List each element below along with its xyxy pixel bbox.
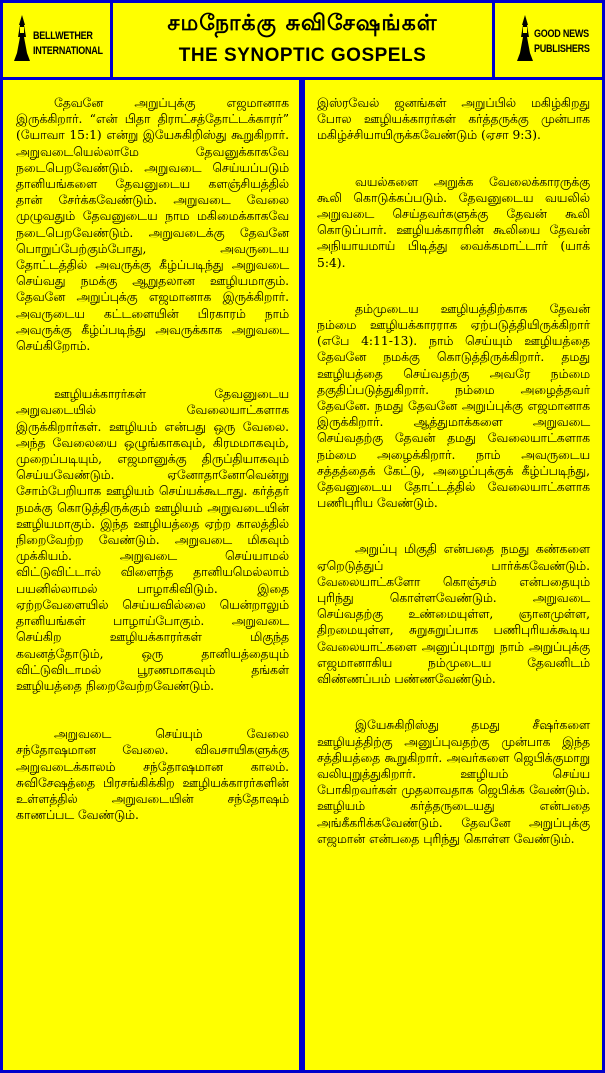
header (3, 3, 602, 80)
left-column (3, 80, 302, 1070)
logo-left-line1: BELLWETHER (33, 30, 93, 42)
right-column (302, 80, 602, 1070)
paragraph: தேவனே அறுப்புக்கு எஜமானாக இருக்கிறார். “என் பிதா திராட்சத்தோட்டக்காரர்” (யோவா 15:1) என்று இயேசுகிறிஸ்து கூறுகிறார். அறுவடையெல்லாமே தேவனுக்காகவே நடைபெறவேண்டும். அறுவடை செய்யப்படும் தானியங்களை தேவனுடைய களஞ்சியத்தில் தான் சேர்க்கவேண்டும். அறுவடை வேலை முழுவதும் தேவனுடைய நாம மகிமைக்காகவே நடைபெறவேண்டும். அறுவடைக்கு தேவனே பொறுப்பேற்கும்போது, அவருடைய தோட்டத்தில் அவருக்கு கீழ்ப்படிந்து அறுவடை செய்வது நமக்கு ஆறுதலான ஊழியமாகும். தேவனே அறுப்புக்கு எஜமானாக இருக்கிறார். அவருடைய கட்டளையின் பிரகாரம் நாம் அவருக்கு கீழ்ப்படிந்து அவருக்காக அறுவடை செய்கிறோம். (16, 96, 289, 354)
paragraph: அறுவடை செய்யும் வேலை சந்தோஷமான வேலை. விவசாயிகளுக்கு அறுவடைக்காலம் சந்தோஷமான காலம். சுவிசேஷத்தை பிரசங்கிக்கிற ஊழியக்காரர்களின் உள்ளத்தில் அறுவடையின் சந்தோஷம் காணப்பட வேண்டும். (16, 727, 289, 823)
logo-right-line2: PUBLISHERS (534, 43, 590, 55)
page-title-english: THE SYNOPTIC GOSPELS (178, 45, 427, 66)
paragraph: ஊழியக்காரர்கள் தேவனுடைய அறுவடையில் வேலையாட்களாக இருக்கிறார்கள். ஊழியம் என்பது ஒரு வேலை. அந்த வேலையை ஒழுங்காகவும், கிரமமாகவும், முறைப்படியும், எஜமானுக்கு திருப்தியாகவும் செய்யவேண்டும். ஏனோதானோவென்று சோம்பேறியாக ஊழியம் செய்யக்கூடாது. கர்த்தர் நமக்கு கொடுத்திருக்கும் ஊழியம் அறுவடையின் ஊழியமாகும். இந்த ஊழியத்தை ஏற்ற காலத்தில் நிறைவேற்ற வேண்டும். அறுவடை மிகவும் முக்கியம். அறுவடை செய்யாமல் விட்டுவிட்டால் விளைந்த தானியமெல்லாம் பயனில்லாமல் பாழாகிவிடும். இதை ஏற்றவேளையில் செய்யவில்லை யென்றாலும் தானியங்கள் பாழாய்போகும். அறுவடை செய்கிற ஊழியக்காரர்கள் மிகுந்த கவனத்தோடும், ஒரு தானியத்தையும் விட்டுவிடாமல் பூரணமாகவும் தங்கள் ஊழியத்தை நிறைவேற்றவேண்டும். (16, 387, 289, 693)
logo-left-line2: INTERNATIONAL (33, 45, 103, 57)
article-body (3, 80, 602, 1070)
bellwether-logo-text (33, 29, 103, 59)
bell-tower-icon (514, 13, 536, 63)
paragraph: அறுப்பு மிகுதி என்பதை நமது கண்களை ஏறெடுத்துப் பார்க்கவேண்டும். வேலையாட்களோ கொஞ்சம் என்பதையும் புரிந்து கொள்ளவேண்டும். அறுவடை செய்வதற்கு உண்மையுள்ள, ஞானமுள்ள, திறமையுள்ள, சுறுசுறுப்பாக பணிபுரியக்கூடிய வேலையாட்களை அனுப்புமாறு நாம் அறுப்புக்கு எஜமானாகிய நம்முடைய தேவனிடம் விண்ணப்பம் பண்ணவேண்டும். (317, 542, 590, 687)
paragraph: வயல்களை அறுக்க வேலைக்காரருக்கு கூலி கொடுக்கப்படும். தேவனுடைய வயலில் அறுவடை செய்தவர்களுக்கு தேவன் கூலி கொடுப்பார். ஊழியக்காரரின் கூலியை தேவன் அநியாயமாய் பிடித்து வைக்கமாட்டார் (யாக் 5:4). (317, 174, 590, 270)
good-news-logo (499, 3, 602, 77)
paragraph: தம்முடைய ஊழியத்திற்காக தேவன் நம்மை ஊழியக்காரராக ஏற்படுத்தியிருக்கிறார் (எபே 4:11-13). நாம் செய்யும் ஊழியத்தை தேவனே நமக்கு கொடுத்திருக்கிறார். தமது ஊழியத்தை செய்வதற்கு அவரே நம்மை தகுதிப்படுத்துகிறார். நம்மை அழைத்தவர் தேவனே. நமது தேவனே அறுப்புக்கு எஜமானாக இருக்கிறார். ஆத்துமாக்களை அறுவடை செய்வதற்கு தேவன் தமது வேலையாட்களாக நம்மை அழைக்கிறார். நாம் அவருடைய சத்தத்தைக் கேட்டு, அழைப்புக்குக் கீழ்ப்படிந்து, தேவனுடைய தோட்டத்தில் வேலையாட்களாக பணிபுரிய வேண்டும். (317, 301, 590, 511)
good-news-logo-text (534, 27, 591, 57)
bell-tower-icon (11, 13, 33, 63)
paragraph: இயேசுகிறிஸ்து தமது சீஷர்களை ஊழியத்திற்கு அனுப்புவதற்கு முன்பாக இந்த சத்தியத்தை கூறுகிறார். அவர்களை ஜெபிக்குமாறு வலியுறுத்துகிறார். ஊழியம் செய்ய போகிறவர்கள் முதலாவதாக ஜெபிக்க வேண்டும். ஊழியம் கர்த்தருடையது என்பதை அங்கீகரிக்கவேண்டும். தேவனே அறுப்புக்கு எஜமான் என்பதை புரிந்து கொள்ள வேண்டும். (317, 718, 590, 846)
paragraph: இஸ்ரவேல் ஜனங்கள் அறுப்பில் மகிழ்கிறது போல ஊழியக்காரர்கள் கர்த்தருக்கு முன்பாக மகிழ்ச்சியாயிருக்கவேண்டும் (ஏசா 9:3). (317, 96, 590, 143)
bellwether-logo (3, 3, 106, 77)
page-title-tamil: சமநோக்கு சுவிசேஷங்கள் (167, 11, 438, 36)
logo-right-line1: GOOD NEWS (534, 28, 589, 40)
title-block (116, 3, 489, 77)
